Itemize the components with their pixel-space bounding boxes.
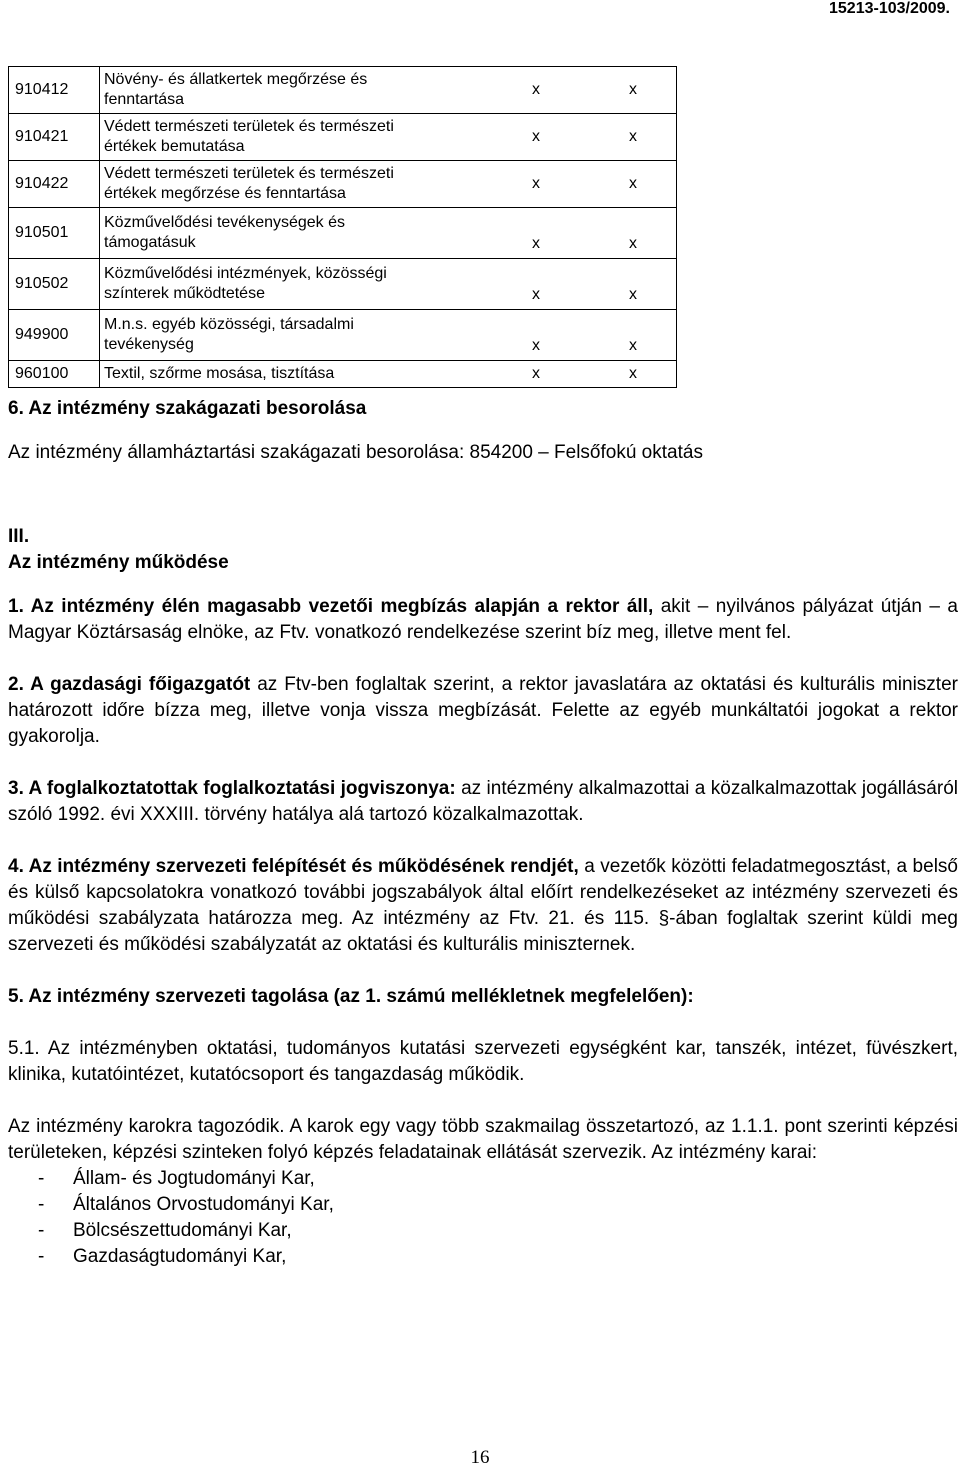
table-row xyxy=(9,310,677,361)
list-dash: - xyxy=(38,1220,45,1241)
document-code: 15213-103/2009. xyxy=(829,0,950,17)
part-numeral: III. xyxy=(8,526,30,547)
paragraph-5-1: 5.1. Az intézményben oktatási, tudományos kutatási szervezeti egységként kar, tanszék, intézet, füvészkert, klinika, kutatóintézet, kutatócsoport és tangazdaság működik. xyxy=(8,1038,958,1085)
mark-col1: x xyxy=(440,161,582,208)
document-body xyxy=(8,396,958,1270)
mark-col2: x xyxy=(582,114,677,161)
activity-code: 960100 xyxy=(9,361,100,388)
part-title: Az intézmény működése xyxy=(8,552,229,573)
paragraph-2-text: az Ftv-ben foglaltak szerint, a rektor javaslatára az oktatási és kulturális miniszter határozott időre bízza meg, illetve vonja vissza megbízását. Felette az egyéb munkáltatói jogokat a rektor gyakorolja. xyxy=(8,674,958,747)
mark-col2: x xyxy=(582,361,677,388)
activity-description: Közművelődési intézmények, közösségi színterek működtetése xyxy=(100,259,441,310)
mark-col1: x xyxy=(440,67,582,114)
activity-code: 910502 xyxy=(9,259,100,310)
table-row xyxy=(9,114,677,161)
section-6-title: 6. Az intézmény szakágazati besorolása xyxy=(8,398,367,419)
paragraph-1 xyxy=(8,594,958,646)
mark-col1: x xyxy=(440,114,582,161)
list-item xyxy=(8,1192,958,1218)
list-dash: - xyxy=(38,1168,45,1189)
paragraph-3-bold: 3. A foglalkoztatottak foglalkoztatási jogviszonya: xyxy=(8,778,456,799)
mark-col1: x xyxy=(440,259,582,310)
mark-col2: x xyxy=(582,259,677,310)
paragraph-2 xyxy=(8,672,958,750)
activity-description: Növény- és állatkertek megőrzése és fenntartása xyxy=(100,67,441,114)
mark-col2: x xyxy=(582,310,677,361)
mark-col2: x xyxy=(582,67,677,114)
activity-description: Védett természeti területek és természeti értékek bemutatása xyxy=(100,114,441,161)
activity-code: 910412 xyxy=(9,67,100,114)
table-row xyxy=(9,67,677,114)
table-row xyxy=(9,208,677,259)
faculty-name: Bölcsészettudományi Kar, xyxy=(73,1220,292,1241)
activity-code: 910501 xyxy=(9,208,100,259)
list-item xyxy=(8,1244,958,1270)
activity-description: M.n.s. egyéb közösségi, társadalmi tevékenység xyxy=(100,310,441,361)
activity-table xyxy=(8,66,677,388)
mark-col1: x xyxy=(440,361,582,388)
list-dash: - xyxy=(38,1246,45,1267)
faculty-name: Általános Orvostudományi Kar, xyxy=(73,1194,334,1215)
list-dash: - xyxy=(38,1194,45,1215)
paragraph-3-text: az intézmény alkalmazottai a közalkalmazottak jogállásáról szóló 1992. évi XXXIII. törvény hatálya alá tartozó közalkalmazottak. xyxy=(8,778,958,825)
paragraph-5-2: Az intézmény karokra tagozódik. A karok egy vagy több szakmailag összetartozó, az 1.1.1. pont szerinti képzési területeken, képzési szinteken folyó képzés feladatainak ellátását szervezik. Az intézmény karai: xyxy=(8,1116,958,1163)
mark-col2: x xyxy=(582,208,677,259)
faculty-list xyxy=(8,1166,958,1270)
paragraph-4-bold: 4. Az intézmény szervezeti felépítését és működésének rendjét, xyxy=(8,856,579,877)
activity-code: 949900 xyxy=(9,310,100,361)
page-number: 16 xyxy=(470,1447,490,1468)
mark-col2: x xyxy=(582,161,677,208)
list-item xyxy=(8,1218,958,1244)
paragraph-3 xyxy=(8,776,958,828)
paragraph-5-title: 5. Az intézmény szervezeti tagolása (az 1. számú mellékletnek megfelelően): xyxy=(8,986,694,1007)
activity-description: Textil, szőrme mosása, tisztítása xyxy=(100,361,441,388)
mark-col1: x xyxy=(440,208,582,259)
paragraph-2-bold: 2. A gazdasági főigazgatót xyxy=(8,674,251,695)
table-row xyxy=(9,361,677,388)
paragraph-4 xyxy=(8,854,958,958)
activity-code: 910421 xyxy=(9,114,100,161)
activity-code: 910422 xyxy=(9,161,100,208)
activity-description: Védett természeti területek és természeti értékek megőrzése és fenntartása xyxy=(100,161,441,208)
table-row xyxy=(9,161,677,208)
mark-col1: x xyxy=(440,310,582,361)
activity-description: Közművelődési tevékenységek és támogatásuk xyxy=(100,208,441,259)
faculty-name: Gazdaságtudományi Kar, xyxy=(73,1246,287,1267)
faculty-name: Állam- és Jogtudományi Kar, xyxy=(73,1168,315,1189)
table-row xyxy=(9,259,677,310)
paragraph-1-bold: 1. Az intézmény élén magasabb vezetői megbízás alapján a rektor áll, xyxy=(8,596,654,617)
section-6-text: Az intézmény államháztartási szakágazati besorolása: 854200 – Felsőfokú oktatás xyxy=(8,442,703,463)
paragraph-4-text: a vezetők közötti feladatmegosztást, a belső és külső kapcsolatokra vonatkozó további jogszabályok által előírt rendelkezéseket az intézmény szervezeti és működési szabályzata határozza meg. Az intézmény az Ftv. 21. és 115. §-ában foglaltak szerint küldi meg szervezeti és működési szabályzatát az oktatási és kulturális miniszternek. xyxy=(8,856,958,955)
paragraph-1-text: akit – nyilvános pályázat útján – a Magyar Köztársaság elnöke, az Ftv. vonatkozó rendelkezése szerint bíz meg, illetve ment fel. xyxy=(8,596,958,643)
list-item xyxy=(8,1166,958,1192)
